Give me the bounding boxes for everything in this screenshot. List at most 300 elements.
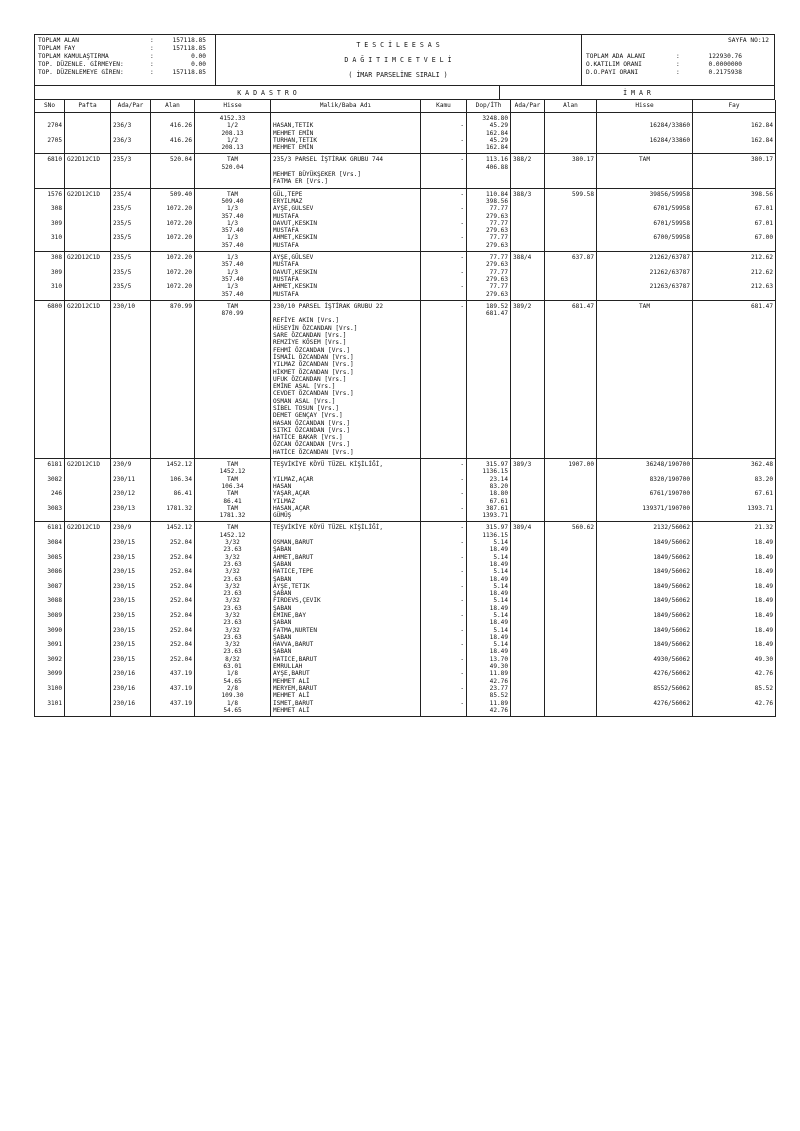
cell-imar-alan <box>545 137 597 154</box>
cell-pafta <box>65 612 111 627</box>
cell-line: HASAN,AÇAR <box>273 504 310 512</box>
table-row <box>35 612 776 627</box>
cell-line: 208.13 <box>221 144 244 152</box>
cell-imar-hisse: 39856/59958 <box>597 188 693 205</box>
cell-line: HİKMET ÖZCANDAN [Vrs.] <box>273 368 354 376</box>
column-header: Ada/Par <box>511 100 545 113</box>
cell-pafta <box>65 205 111 220</box>
cell-dop <box>467 685 511 700</box>
summary-label: O.KATILIM ORANI <box>586 60 642 68</box>
summary-label: TOP. DÜZENLE. GİRMEYEN: <box>38 60 124 68</box>
cell-sno: 309 <box>35 220 65 235</box>
cell-line: DAVUT,KESKİN <box>273 219 318 227</box>
cell-line: 8/32 <box>225 655 240 663</box>
cell-line: TAM <box>226 504 238 512</box>
cell-imar-ada-par <box>511 505 545 522</box>
table-row <box>35 505 776 522</box>
summary-value: 0.00 <box>191 52 206 60</box>
cell-imar-ada-par: 389/4 <box>511 522 545 539</box>
cell-imar-alan <box>545 269 597 284</box>
cell-sno: 3085 <box>35 554 65 569</box>
cell-ada-par: 230/10 <box>111 300 151 458</box>
cell-malik <box>271 252 421 269</box>
cell-ada-par: 235/5 <box>111 220 151 235</box>
cell-malik <box>271 269 421 284</box>
cell-kamu: - <box>421 522 467 539</box>
cell-alan: 252.04 <box>151 539 195 554</box>
cell-line: 42.76 <box>489 706 508 714</box>
report-sort-note: ( İMAR PARSELİNE SIRALI ) <box>348 71 448 79</box>
cell-kamu <box>421 113 467 123</box>
cell-imar-ada-par <box>511 137 545 154</box>
cell-hisse <box>195 234 271 251</box>
cell-imar-hisse: 6761/190700 <box>597 490 693 505</box>
cell-malik <box>271 137 421 154</box>
cell-line: YILMAZ,AÇAR <box>273 475 314 483</box>
cell-line: YAŞAR,AÇAR <box>273 490 310 498</box>
cell-line: UFUK ÖZCANDAN [Vrs.] <box>273 375 347 383</box>
cell-line: GÜMÜŞ <box>273 512 292 520</box>
column-header: Ada/Par <box>111 100 151 113</box>
cell-malik <box>271 459 421 476</box>
cell-dop <box>467 505 511 522</box>
cell-line: 5.14 <box>493 539 508 547</box>
cell-line: OSMAN ASAL [Vrs.] <box>273 397 336 405</box>
cell-hisse <box>195 154 271 188</box>
cell-line: 1/3 <box>226 254 238 262</box>
cell-sno <box>35 113 65 123</box>
cell-pafta <box>65 670 111 685</box>
cell-line: TAM <box>226 475 238 483</box>
cell-pafta <box>65 568 111 583</box>
cell-pafta <box>65 269 111 284</box>
cell-line: AHMET,KESKİN <box>273 283 318 291</box>
cell-line: REFİYE AKIN [Vrs.] <box>273 317 340 325</box>
summary-label: TOPLAM ADA ALANI <box>586 52 646 60</box>
cell-sno: 3083 <box>35 505 65 522</box>
cell-line: 1/8 <box>226 670 238 678</box>
cell-line: ŞABAN <box>273 619 292 627</box>
cell-malik <box>271 188 421 205</box>
summary-colon: : <box>676 52 680 60</box>
cell-malik <box>271 554 421 569</box>
cell-malik <box>271 522 421 539</box>
cell-line: 357.40 <box>221 241 244 249</box>
cell-imar-alan: 599.58 <box>545 188 597 205</box>
cell-imar-ada-par <box>511 476 545 491</box>
cell-line: 23.63 <box>223 546 242 554</box>
column-header-row <box>35 100 776 113</box>
cell-line: 357.40 <box>221 290 244 298</box>
cell-imar-hisse: 16284/33860 <box>597 137 693 154</box>
cell-imar-ada-par: 388/4 <box>511 252 545 269</box>
cell-alan: 252.04 <box>151 612 195 627</box>
cell-imar-alan <box>545 283 597 300</box>
cell-imar-ada-par <box>511 234 545 251</box>
cell-alan: 252.04 <box>151 627 195 642</box>
cell-imar-ada-par <box>511 283 545 300</box>
cell-line: 357.40 <box>221 212 244 220</box>
cell-line: 83.20 <box>489 482 508 490</box>
cell-dop <box>467 612 511 627</box>
cell-imar-hisse: 8552/56062 <box>597 685 693 700</box>
cell-imar-ada-par <box>511 205 545 220</box>
cell-line <box>273 115 418 122</box>
cell-sno: 3086 <box>35 568 65 583</box>
cell-imar-hisse: 21263/63787 <box>597 283 693 300</box>
cell-malik <box>271 583 421 598</box>
cell-line: 23.63 <box>223 590 242 598</box>
cell-dop <box>467 234 511 251</box>
cell-sno: 3082 <box>35 476 65 491</box>
summary-value: 0.00 <box>191 60 206 68</box>
cell-line: 1/3 <box>226 268 238 276</box>
cell-line: FATMA ER [Vrs.] <box>273 178 329 186</box>
cell-dop <box>467 122 511 137</box>
cell-imar-alan <box>545 234 597 251</box>
cell-dop <box>467 252 511 269</box>
cell-hisse <box>195 205 271 220</box>
cell-line: 1781.32 <box>219 512 246 520</box>
cell-line: 235/3 PARSEL İŞTİRAK GRUBU 744 <box>273 156 384 164</box>
cell-kamu: - <box>421 583 467 598</box>
cell-line: 54.65 <box>223 677 242 685</box>
summary-value: 157118.85 <box>172 68 206 76</box>
cell-hisse <box>195 522 271 539</box>
summary-line <box>38 61 206 69</box>
cell-hisse <box>195 459 271 476</box>
cell-pafta: G22D12C1D <box>65 154 111 188</box>
cell-dop <box>467 641 511 656</box>
cell-imar-ada-par <box>511 700 545 717</box>
cell-line: 13.70 <box>489 655 508 663</box>
cell-kamu: - <box>421 656 467 671</box>
cell-line: 106.34 <box>221 482 244 490</box>
table-row <box>35 205 776 220</box>
cell-alan: 437.19 <box>151 670 195 685</box>
table-row <box>35 685 776 700</box>
cell-line: HASAN,TETİK <box>273 122 314 130</box>
cell-fay: 85.52 <box>693 685 776 700</box>
cell-line: 357.40 <box>221 261 244 269</box>
cell-line: MEHMET ALİ <box>273 706 310 714</box>
cell-pafta <box>65 539 111 554</box>
cell-imar-alan <box>545 554 597 569</box>
cell-imar-hisse: 1849/56062 <box>597 612 693 627</box>
cell-line: OSMAN,BARUT <box>273 539 314 547</box>
table-row <box>35 188 776 205</box>
cell-ada-par: 235/3 <box>111 154 151 188</box>
cell-line: 77.77 <box>489 219 508 227</box>
cell-imar-hisse: 1849/56062 <box>597 597 693 612</box>
summary-value: 157118.85 <box>172 44 206 52</box>
cell-imar-hisse: 1849/56062 <box>597 627 693 642</box>
cell-line: 42.76 <box>489 677 508 685</box>
cell-pafta: G22D12C1D <box>65 252 111 269</box>
cell-line: 1452.12 <box>219 531 246 539</box>
cell-hisse <box>195 641 271 656</box>
summary-colon: : <box>150 37 154 44</box>
cell-pafta <box>65 583 111 598</box>
cell-ada-par: 236/3 <box>111 122 151 137</box>
cell-alan: 1452.12 <box>151 522 195 539</box>
cell-ada-par: 230/15 <box>111 641 151 656</box>
cell-sno: 3090 <box>35 627 65 642</box>
cell-line: AHMET,KESKİN <box>273 234 318 242</box>
cell-pafta <box>65 505 111 522</box>
cell-imar-ada-par <box>511 627 545 642</box>
table-row <box>35 476 776 491</box>
column-header: SNo <box>35 100 65 113</box>
cell-ada-par: 235/5 <box>111 234 151 251</box>
cell-fay: 18.49 <box>693 568 776 583</box>
cell-malik <box>271 234 421 251</box>
cell-line: 3/32 <box>225 568 240 576</box>
cell-pafta <box>65 554 111 569</box>
cell-line: 5.14 <box>493 641 508 649</box>
cell-imar-hisse: TAM <box>597 300 693 458</box>
cell-line: 5.14 <box>493 582 508 590</box>
cell-line: ŞABAN <box>273 546 292 554</box>
cell-hisse <box>195 300 271 458</box>
cell-malik <box>271 568 421 583</box>
cell-fay: 18.49 <box>693 554 776 569</box>
cell-line: MUSTAFA <box>273 290 299 298</box>
cell-alan: 1781.32 <box>151 505 195 522</box>
cell-ada-par: 235/5 <box>111 283 151 300</box>
cell-imar-alan: 681.47 <box>545 300 597 458</box>
cell-line: 110.84 <box>485 190 508 198</box>
cell-line: TAM <box>226 490 238 498</box>
cell-imar-ada-par <box>511 554 545 569</box>
summary-colon: : <box>150 52 154 60</box>
cell-ada-par: 230/13 <box>111 505 151 522</box>
cell-line: 315.97 <box>485 461 508 469</box>
cell-imar-hisse: 6701/59958 <box>597 205 693 220</box>
cell-imar-hisse: 1849/56062 <box>597 539 693 554</box>
cell-dop <box>467 627 511 642</box>
report-title: T E S C İ L E E S A S <box>356 41 440 49</box>
cell-imar-alan <box>545 612 597 627</box>
table-row <box>35 122 776 137</box>
cell-sno: 308 <box>35 252 65 269</box>
cell-line: ÖZCAN ÖZCANDAN [Vrs.] <box>273 441 351 449</box>
cell-line: 279.63 <box>485 290 508 298</box>
cell-dop <box>467 539 511 554</box>
cell-alan: 252.04 <box>151 554 195 569</box>
cell-line: 3/32 <box>225 582 240 590</box>
cell-kamu: - <box>421 612 467 627</box>
table-row <box>35 252 776 269</box>
cell-dop <box>467 554 511 569</box>
cell-line: TURHAN,TETİK <box>273 136 318 144</box>
cell-kamu: - <box>421 154 467 188</box>
cell-dop <box>467 522 511 539</box>
cell-imar-ada-par <box>511 597 545 612</box>
cell-line: 1/3 <box>226 205 238 213</box>
table-row <box>35 220 776 235</box>
cell-ada-par: 230/15 <box>111 539 151 554</box>
cell-pafta <box>65 641 111 656</box>
cell-ada-par: 230/16 <box>111 685 151 700</box>
summary-value: 157118.85 <box>172 37 206 44</box>
cell-hisse <box>195 269 271 284</box>
cell-line: ŞABAN <box>273 560 292 568</box>
cell-imar-hisse: 6701/59958 <box>597 220 693 235</box>
cell-line: EMİNE,BAY <box>273 612 307 619</box>
cell-sno: 246 <box>35 490 65 505</box>
cell-hisse <box>195 188 271 205</box>
cell-line: 85.52 <box>489 692 508 700</box>
cell-dop <box>467 568 511 583</box>
cell-line: FATMA,NURTEN <box>273 626 318 634</box>
cell-line: 18.49 <box>489 546 508 554</box>
cell-pafta <box>65 220 111 235</box>
cell-ada-par: 230/15 <box>111 568 151 583</box>
cell-line: 11.89 <box>489 699 508 707</box>
cell-line: 63.01 <box>223 663 242 671</box>
cell-line: 77.77 <box>489 205 508 213</box>
cell-kamu: - <box>421 283 467 300</box>
cell-line: 357.40 <box>221 227 244 235</box>
cell-line: 3/32 <box>225 539 240 547</box>
cell-dop <box>467 583 511 598</box>
cell-line: REMZİYE KÖSEM [Vrs.] <box>273 339 347 347</box>
cell-hisse <box>195 612 271 627</box>
cell-alan: 520.04 <box>151 154 195 188</box>
cell-imar-ada-par <box>511 685 545 700</box>
cell-kamu: - <box>421 234 467 251</box>
cell-hisse <box>195 137 271 154</box>
cell-line: HASAN <box>273 482 292 490</box>
cell-sno: 6181 <box>35 459 65 476</box>
cell-fay: 67.01 <box>693 205 776 220</box>
cell-fay: 42.76 <box>693 700 776 717</box>
cell-line: TAM <box>226 156 238 164</box>
cell-line: TEŞVİKİYE KÖYÜ TÜZEL KİŞİLİĞİ, <box>273 524 384 532</box>
cell-fay: 212.62 <box>693 252 776 269</box>
cell-imar-alan <box>545 490 597 505</box>
cell-sno: 3087 <box>35 583 65 598</box>
cell-dop <box>467 269 511 284</box>
cell-alan: 252.04 <box>151 597 195 612</box>
table-row <box>35 627 776 642</box>
cell-sno: 3089 <box>35 612 65 627</box>
cell-alan: 252.04 <box>151 568 195 583</box>
column-header: Hisse <box>597 100 693 113</box>
cell-hisse <box>195 113 271 123</box>
cell-kamu: - <box>421 252 467 269</box>
summary-label: TOPLAM ALAN <box>38 37 79 44</box>
cell-sno: 3092 <box>35 656 65 671</box>
cell-line: HASAN ÖZCANDAN [Vrs.] <box>273 419 351 427</box>
cell-line: 279.63 <box>485 241 508 249</box>
cell-alan: 106.34 <box>151 476 195 491</box>
summary-value: 0.0000000 <box>708 60 742 68</box>
cell-sno: 3084 <box>35 539 65 554</box>
cell-kamu: - <box>421 459 467 476</box>
cell-imar-ada-par <box>511 583 545 598</box>
cell-hisse <box>195 252 271 269</box>
cell-line: 279.63 <box>485 261 508 269</box>
cell-fay: 1393.71 <box>693 505 776 522</box>
cell-imar-hisse: 2132/56062 <box>597 522 693 539</box>
cell-imar-ada-par: 388/3 <box>511 188 545 205</box>
cell-malik <box>271 656 421 671</box>
cell-pafta <box>65 283 111 300</box>
cell-pafta <box>65 234 111 251</box>
cell-sno: 308 <box>35 205 65 220</box>
report-header <box>34 34 775 86</box>
cell-pafta: G22D12C1D <box>65 522 111 539</box>
cell-dop <box>467 656 511 671</box>
cell-hisse <box>195 505 271 522</box>
cell-line: MUSTAFA <box>273 212 299 220</box>
cell-dop <box>467 700 511 717</box>
cell-kamu: - <box>421 220 467 235</box>
cell-imar-ada-par <box>511 220 545 235</box>
table-row <box>35 700 776 717</box>
cell-line: 1/2 <box>226 136 238 144</box>
cell-line: 3/32 <box>225 626 240 634</box>
cell-line: 23.14 <box>489 475 508 483</box>
cell-line: SITKI ÖZCANDAN [Vrs.] <box>273 426 351 434</box>
cell-line: MEHMET BÜYÜKŞEKER [Vrs.] <box>273 171 362 179</box>
cell-pafta <box>65 137 111 154</box>
cell-line: 1393.71 <box>482 512 508 520</box>
cell-line: 279.63 <box>485 227 508 235</box>
cell-imar-alan: 1907.00 <box>545 459 597 476</box>
cell-line: ŞABAN <box>273 633 292 641</box>
cell-imar-alan <box>545 583 597 598</box>
cell-malik <box>271 685 421 700</box>
cell-hisse <box>195 539 271 554</box>
cell-pafta: G22D12C1D <box>65 459 111 476</box>
cell-malik <box>271 122 421 137</box>
cell-malik <box>271 154 421 188</box>
cell-line: MEHMET EMİN <box>273 129 314 137</box>
cell-imar-alan <box>545 641 597 656</box>
cell-line: 279.63 <box>485 212 508 220</box>
cell-alan: 252.04 <box>151 656 195 671</box>
cell-line: 23.63 <box>223 619 242 627</box>
cell-line: 23.63 <box>223 648 242 656</box>
cell-imar-hisse: 4276/56062 <box>597 700 693 717</box>
table-row <box>35 554 776 569</box>
cell-alan: 437.19 <box>151 685 195 700</box>
summary-line <box>38 45 206 53</box>
cell-line: AHMET,BARUT <box>273 553 314 561</box>
cell-line: 77.77 <box>489 234 508 242</box>
cell-line: GÜL,TEPE <box>273 190 303 198</box>
cell-line: AYŞE,TETİK <box>273 582 310 590</box>
cell-fay: 380.17 <box>693 154 776 188</box>
cell-hisse <box>195 283 271 300</box>
summary-label: TOPLAM KAMULAŞTIRMA <box>38 52 109 60</box>
cell-malik <box>271 597 421 612</box>
table-row <box>35 490 776 505</box>
cell-imar-alan <box>545 670 597 685</box>
cell-pafta: G22D12C1D <box>65 300 111 458</box>
cell-kamu: - <box>421 700 467 717</box>
cell-line: 18.49 <box>489 590 508 598</box>
cell-sno: 2704 <box>35 122 65 137</box>
cell-line: AYŞE,BARUT <box>273 670 310 678</box>
cell-malik <box>271 505 421 522</box>
cell-hisse <box>195 568 271 583</box>
cell-imar-hisse <box>597 113 693 123</box>
cell-kamu: - <box>421 597 467 612</box>
